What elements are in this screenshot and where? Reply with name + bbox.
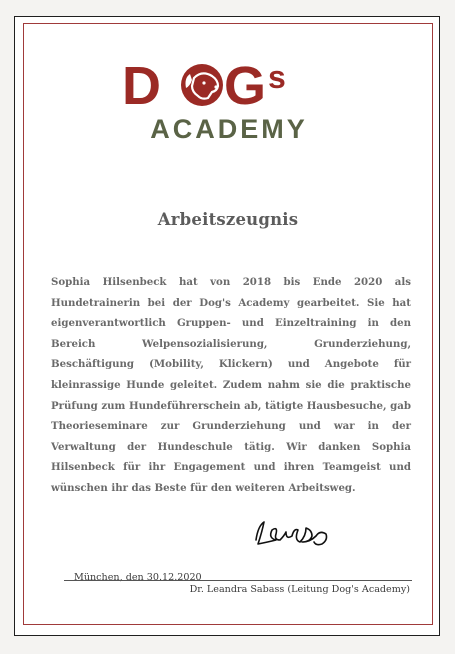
signer-name: Dr. Leandra Sabass (Leitung Dog's Academy): [189, 584, 410, 595]
handwritten-signature: [248, 514, 344, 554]
dog-head-icon: [181, 64, 223, 106]
document-title: Arbeitszeugnis: [157, 210, 299, 229]
logo-letter-d: D: [122, 58, 161, 116]
logo-letter-g: G: [224, 58, 267, 116]
place-and-date: München, den 30.12.2020: [74, 572, 202, 583]
logo-letter-s: s: [268, 59, 286, 95]
signature-line: [64, 580, 412, 581]
certificate-page: [14, 16, 440, 636]
dogs-academy-logo: [120, 58, 338, 144]
reference-body: Sophia Hilsenbeck hat von 2018 bis Ende 2020 als Hundetrainerin bei der Dog's Academy gearbeitet. Sie hat eigenverantwortlich Gruppen- und Einzeltraining in den Bereich Welpensozialisierung, Grunderziehung, Beschäftigung (Mobility, Klickern) und Angebote für kleinrassige Hunde geleitet. Zudem nahm sie die praktische Prüfung zum Hundeführerschein ab, tätigte Hausbesuche, gab Theorieseminare zur Grunderziehung und war in der Verwaltung der Hundeschule tätig. Wir danken Sophia Hilsenbeck für ihr Engagement und ihren Teamgeist und wünschen ihr das Beste für den weiteren Arbeitsweg.: [51, 276, 411, 494]
inner-frame: [23, 23, 433, 625]
logo-academy-text: ACADEMY: [150, 114, 308, 144]
